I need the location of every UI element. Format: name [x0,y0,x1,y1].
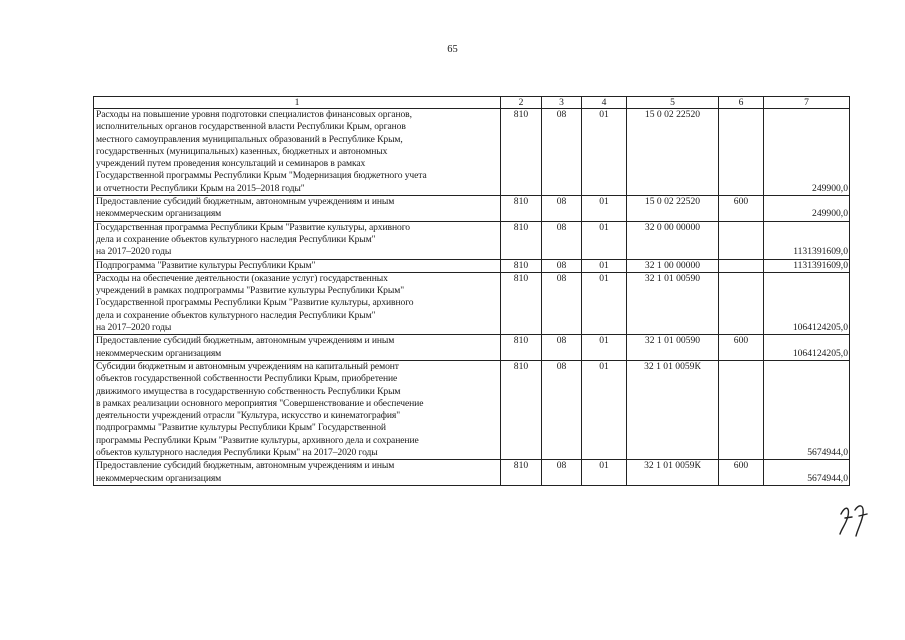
target-article: 32 1 01 0059К [627,460,719,486]
subsection-code: 01 [582,196,627,222]
table-row [94,335,850,361]
section-code: 08 [542,360,582,459]
section-code: 08 [542,272,582,334]
expense-type [719,272,764,334]
subsection-code: 01 [582,259,627,272]
column-header: 6 [719,97,764,109]
expense-type [719,109,764,196]
row-description: Предоставление субсидий бюджетным, автономным учреждениям и иным некоммерческим организациям [94,335,501,361]
amount: 5674944,0 [764,460,850,486]
handwritten-signature [836,498,872,538]
amount: 1064124205,0 [764,335,850,361]
section-code: 08 [542,196,582,222]
target-article: 32 1 01 00590 [627,272,719,334]
section-code: 08 [542,259,582,272]
table-row [94,272,850,334]
amount: 1131391609,0 [764,221,850,259]
expense-type: 600 [719,335,764,361]
table-row [94,196,850,222]
target-article: 15 0 02 22520 [627,109,719,196]
table-header-row [94,97,850,109]
target-article: 32 1 01 00590 [627,335,719,361]
section-code: 08 [542,221,582,259]
table-row [94,460,850,486]
column-header: 7 [764,97,850,109]
row-description: Субсидии бюджетным и автономным учреждениям на капитальный ремонт объектов государственной собственности Республики Крым, приобретение движимого имущества в государственную собственность Республики Крым в рамках реализации основного мероприятия "Совершенствование и обеспечение деятельности учреждений отрасли "Культура, искусство и кинематография" подпрограммы "Развитие культуры Республики Крым" Государственной программы Республики Крым "Развитие культуры, архивного дела и сохранение объектов культурного наследия Республики Крым" на 2017–2020 годы [94,360,501,459]
subsection-code: 01 [582,109,627,196]
row-description: Расходы на повышение уровня подготовки специалистов финансовых органов, исполнительных органов государственной власти Республики Крым, органов местного самоуправления муниципальных образований в Республике Крым, государственных (муниципальных) казенных, бюджетных и автономных учреждений путем проведения консультаций и семинаров в рамках Государственной программы Республики Крым "Модернизация бюджетного учета и отчетности Республики Крым на 2015–2018 годы" [94,109,501,196]
row-description: Расходы на обеспечение деятельности (оказание услуг) государственных учреждений в рамках подпрограммы "Развитие культуры Республики Крым" Государственной программы Республики Крым "Развитие культуры, архивного дела и сохранение объектов культурного наследия Республики Крым" на 2017–2020 годы [94,272,501,334]
amount: 249900,0 [764,196,850,222]
row-description: Государственная программа Республики Крым "Развитие культуры, архивного дела и сохранение объектов культурного наследия Республики Крым" на 2017–2020 годы [94,221,501,259]
section-code: 08 [542,335,582,361]
section-code: 08 [542,460,582,486]
row-description: Предоставление субсидий бюджетным, автономным учреждениям и иным некоммерческим организациям [94,460,501,486]
subsection-code: 01 [582,460,627,486]
column-header: 4 [582,97,627,109]
subsection-code: 01 [582,272,627,334]
column-header: 3 [542,97,582,109]
budget-table [93,96,850,486]
ministry-code: 810 [501,221,542,259]
amount: 1131391609,0 [764,259,850,272]
ministry-code: 810 [501,335,542,361]
expense-type [719,259,764,272]
column-header: 1 [94,97,501,109]
ministry-code: 810 [501,259,542,272]
ministry-code: 810 [501,272,542,334]
ministry-code: 810 [501,109,542,196]
target-article: 32 1 00 00000 [627,259,719,272]
column-header: 5 [627,97,719,109]
amount: 1064124205,0 [764,272,850,334]
row-description: Подпрограмма "Развитие культуры Республики Крым" [94,259,501,272]
table-row [94,360,850,459]
expense-type [719,360,764,459]
amount: 249900,0 [764,109,850,196]
expense-type [719,221,764,259]
table-row [94,259,850,272]
subsection-code: 01 [582,221,627,259]
subsection-code: 01 [582,360,627,459]
ministry-code: 810 [501,360,542,459]
column-header: 2 [501,97,542,109]
expense-type: 600 [719,460,764,486]
expense-type: 600 [719,196,764,222]
target-article: 15 0 02 22520 [627,196,719,222]
subsection-code: 01 [582,335,627,361]
amount: 5674944,0 [764,360,850,459]
ministry-code: 810 [501,196,542,222]
target-article: 32 1 01 0059К [627,360,719,459]
row-description: Предоставление субсидий бюджетным, автономным учреждениям и иным некоммерческим организациям [94,196,501,222]
page-number: 65 [447,44,458,55]
table-row [94,109,850,196]
table-row [94,221,850,259]
ministry-code: 810 [501,460,542,486]
section-code: 08 [542,109,582,196]
target-article: 32 0 00 00000 [627,221,719,259]
